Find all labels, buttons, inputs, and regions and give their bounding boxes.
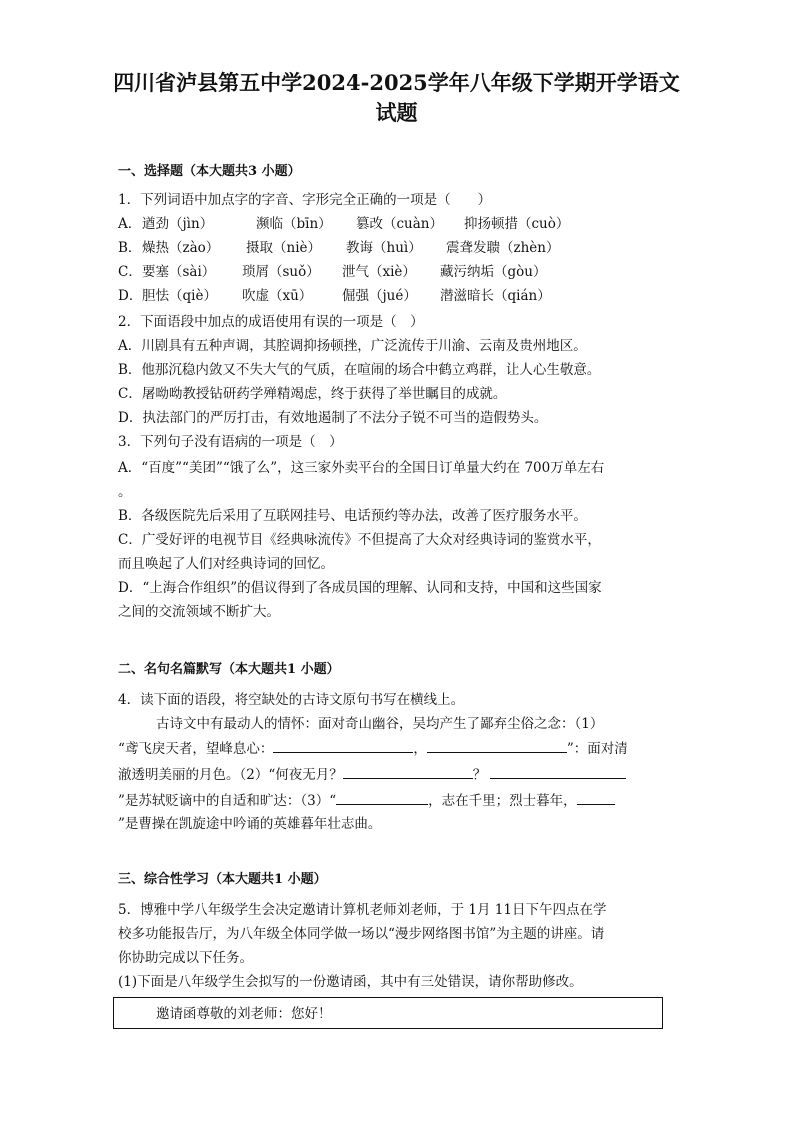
option-label: A． bbox=[118, 216, 142, 232]
passage-line: ”是曹操在凯旋途中吟诵的英雄暮年壮志曲。 bbox=[118, 816, 382, 832]
option-label: B． bbox=[118, 240, 142, 256]
document-title-line2: 试题 bbox=[375, 100, 418, 125]
question-stem: 4．读下面的语段，将空缺处的古诗文原句书写在横线上。 bbox=[118, 692, 465, 708]
option-line: A．川剧具有五种声调，其腔调抑扬顿挫，广泛流传于川渝、云南及贵州地区。 bbox=[118, 338, 587, 354]
option-line: C．广受好评的电视节目《经典咏流传》不但提高了大众对经典诗词的鉴赏水平， bbox=[118, 532, 601, 548]
passage-text: ”是苏轼贬谪中的自适和旷达：（3）“ bbox=[118, 793, 337, 809]
option-item: 要塞（sài） bbox=[142, 264, 216, 280]
option-item: 燥热（zào） bbox=[142, 240, 220, 256]
option-item: 藏污纳垢（gòu） bbox=[440, 264, 547, 280]
answer-blank[interactable] bbox=[490, 764, 626, 779]
option-line: B．各级医院先后采用了互联网挂号、电话预约等办法，改善了医疗服务水平。 bbox=[118, 508, 587, 524]
option-item: 泄气（xiè） bbox=[342, 264, 416, 280]
question-line: 5．博雅中学八年级学生会决定邀请计算机老师刘老师，于 1月 11日下午四点在学 bbox=[118, 902, 607, 918]
option-item: 濒临（bīn） bbox=[256, 216, 332, 232]
option-item: 教诲（huì） bbox=[346, 240, 422, 256]
passage-text: ， bbox=[413, 741, 427, 757]
question-stem: 2．下面语段中加点的成语使用有误的一项是（ ） bbox=[118, 314, 424, 330]
option-item: 抑扬顿措（cuò） bbox=[464, 216, 570, 232]
answer-blank[interactable] bbox=[427, 738, 567, 753]
option-label: C． bbox=[118, 264, 142, 280]
passage-line bbox=[118, 790, 615, 811]
option-row bbox=[118, 262, 546, 282]
option-row bbox=[118, 286, 551, 306]
option-line: 之间的交流领域不断扩大。 bbox=[118, 604, 280, 620]
question-line: 你协助完成以下任务。 bbox=[118, 950, 253, 966]
passage-line: 古诗文中有最动人的情怀：面对奇山幽谷，吴均产生了鄙弃尘俗之念：（1） bbox=[156, 716, 604, 732]
passage-text: ”：面对清 bbox=[566, 741, 628, 757]
option-line: D．“上海合作组织”的倡议得到了各成员国的理解、认同和支持，中国和这些国家 bbox=[118, 580, 602, 596]
option-item: 遒劲（jìn） bbox=[142, 216, 214, 232]
document-title-line1: 四川省泸县第五中学2024-2025学年八年级下学期开学语文 bbox=[113, 70, 680, 95]
option-line: C．屠呦呦教授钻研药学殚精竭虑，终于获得了举世瞩目的成就。 bbox=[118, 386, 507, 402]
section-heading: 三、综合性学习（本大题共1 小题） bbox=[118, 872, 327, 887]
option-item: 倔强（jué） bbox=[342, 288, 417, 304]
passage-text: “鸢飞戾天者，望峰息心： bbox=[118, 741, 274, 757]
invitation-letter-text: 邀请函尊敬的刘老师：您好！ bbox=[156, 1006, 332, 1022]
option-item: 胆怯（qiè） bbox=[142, 288, 217, 304]
invitation-letter-box bbox=[113, 997, 663, 1029]
question-line: (1)下面是八年级学生会拟写的一份邀请函，其中有三处错误，请你帮助修改。 bbox=[118, 974, 583, 990]
passage-line bbox=[118, 738, 628, 759]
question-stem: 3．下列句子没有语病的一项是（ ） bbox=[118, 434, 343, 450]
option-item: 震聋发聩（zhèn） bbox=[446, 240, 560, 256]
question-line: 校多功能报告厅，为八年级全体同学做一场以“漫步网络图书馆”为主题的讲座。请 bbox=[118, 926, 605, 942]
passage-text: ，志在千里；烈士暮年， bbox=[428, 793, 577, 809]
option-item: 摄取（niè） bbox=[246, 240, 322, 256]
option-row bbox=[118, 214, 569, 234]
option-item: 潜滋暗长（qián） bbox=[440, 288, 551, 304]
answer-blank[interactable] bbox=[336, 790, 428, 805]
passage-text: 澈透明美丽的月色。（2）“何夜无月？ bbox=[118, 767, 343, 783]
section-heading: 二、名句名篇默写（本大题共1 小题） bbox=[118, 662, 340, 677]
option-line: A．“百度”“美团”“饿了么”，这三家外卖平台的全国日订单量大约在 700万单左右 bbox=[118, 460, 605, 476]
option-label: D． bbox=[118, 288, 143, 304]
option-line: 。 bbox=[118, 484, 132, 500]
passage-line bbox=[118, 764, 626, 785]
option-item: 篡改（cuàn） bbox=[356, 216, 443, 232]
answer-blank[interactable] bbox=[273, 738, 413, 753]
answer-blank[interactable] bbox=[343, 764, 473, 779]
option-line: D．执法部门的严厉打击，有效地遏制了不法分子锐不可当的造假势头。 bbox=[118, 410, 548, 426]
passage-text: ？ bbox=[472, 767, 487, 783]
option-line: B．他那沉稳内敛又不失大气的气质，在喧闹的场合中鹤立鸡群，让人心生敬意。 bbox=[118, 362, 601, 378]
answer-blank[interactable] bbox=[577, 790, 615, 805]
option-item: 琐屑（suǒ） bbox=[242, 264, 320, 280]
section-heading: 一、选择题（本大题共3 小题） bbox=[118, 164, 301, 179]
option-line: 而且唤起了人们对经典诗词的回忆。 bbox=[118, 556, 334, 572]
option-item: 吹虚（xū） bbox=[242, 288, 313, 304]
option-row bbox=[118, 238, 560, 258]
question-stem: 1．下列词语中加点字的字音、字形完全正确的一项是（ ） bbox=[118, 192, 492, 208]
